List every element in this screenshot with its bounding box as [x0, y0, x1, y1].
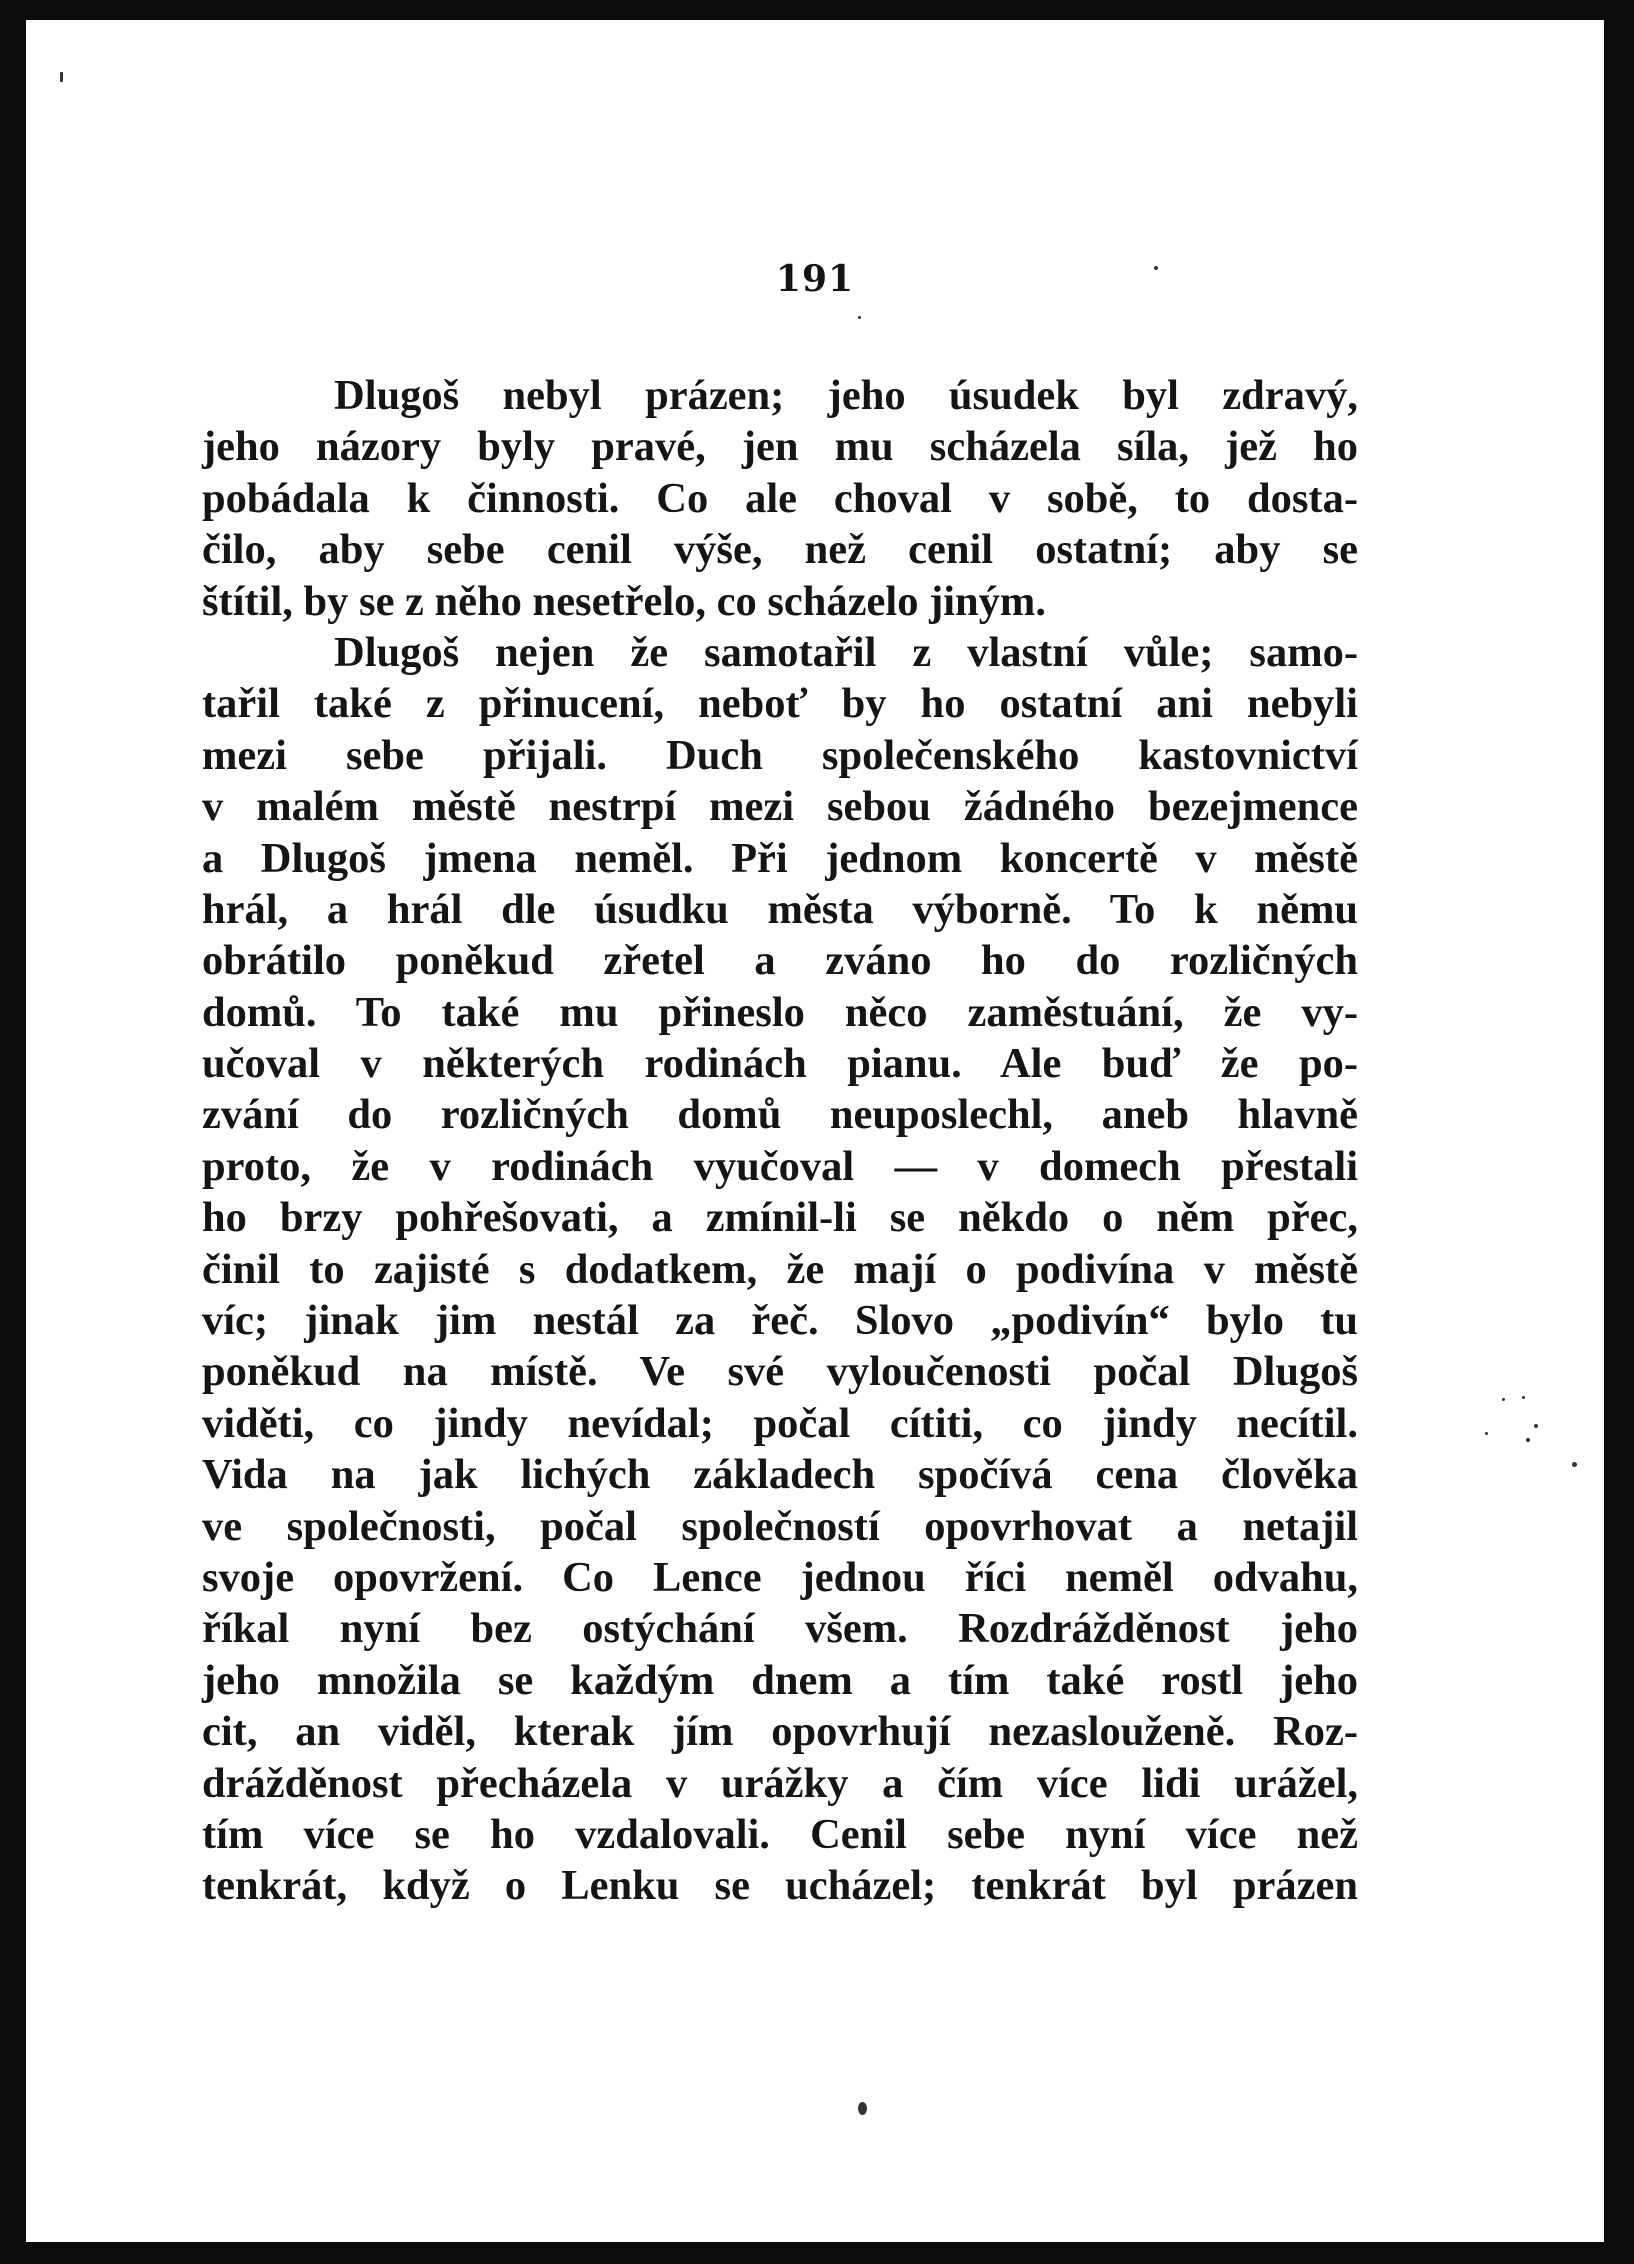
text-line: tenkrát, když o Lenku se ucházel; tenkrát byl prázen	[202, 1862, 1358, 1910]
scan-speck	[858, 316, 861, 319]
scan-speck	[1154, 266, 1158, 270]
text-line: domů. To také mu přineslo něco zaměstuání, že vy-	[202, 988, 1358, 1036]
text-line: proto, že v rodinách vyučoval — v domech přestali	[202, 1142, 1358, 1190]
scan-speck	[1522, 1396, 1525, 1399]
text-line: štítil, by se z něho nesetřelo, co scházelo jiným.	[202, 577, 1046, 625]
scan-speck	[1485, 1432, 1488, 1435]
scan-speck	[1502, 1398, 1505, 1401]
text-line: jeho názory byly pravé, jen mu scházela síla, jež ho	[202, 423, 1358, 471]
text-line: hrál, a hrál dle úsudku města výborně. To k němu	[202, 885, 1358, 933]
scan-speck	[60, 72, 63, 82]
text-line: Dlugoš nejen že samotařil z vlastní vůle; samo-	[334, 628, 1358, 676]
text-line: obrátilo poněkud zřetel a zváno ho do rozličných	[202, 937, 1358, 985]
text-line: říkal nyní bez ostýchání všem. Rozdrážděnost jeho	[202, 1605, 1358, 1653]
page-number: 191	[775, 258, 855, 300]
text-line: a Dlugoš jmena neměl. Při jednom koncertě v městě	[202, 834, 1358, 882]
text-line: jeho množila se každým dnem a tím také rostl jeho	[202, 1656, 1358, 1704]
text-line: zvání do rozličných domů neuposlechl, aneb hlavně	[202, 1091, 1358, 1139]
text-line: učoval v některých rodinách pianu. Ale buď že po-	[202, 1040, 1358, 1088]
scan-speck	[858, 2102, 867, 2115]
scan-speck	[1526, 1438, 1530, 1442]
text-line: poněkud na místě. Ve své vyloučenosti počal Dlugoš	[202, 1348, 1358, 1396]
text-line: v malém městě nestrpí mezi sebou žádného bezejmence	[202, 783, 1358, 831]
scan-speck	[1572, 1462, 1577, 1467]
scan-speck	[1534, 1424, 1538, 1428]
text-line: drážděnost přecházela v urážky a čím více lidi urážel,	[202, 1759, 1358, 1807]
text-line: svoje opovržení. Co Lence jednou říci neměl odvahu,	[202, 1553, 1358, 1601]
text-line: ve společnosti, počal společností opovrhovat a netajil	[202, 1502, 1358, 1550]
text-line: tím více se ho vzdalovali. Cenil sebe nyní více než	[202, 1810, 1358, 1858]
text-line: ho brzy pohřešovati, a zmínil-li se někdo o něm přec,	[202, 1194, 1358, 1242]
text-line: viděti, co jindy nevídal; počal cítiti, co jindy necítil.	[202, 1399, 1358, 1447]
text-line: mezi sebe přijali. Duch společenského kastovnictví	[202, 731, 1358, 779]
text-line: Vida na jak lichých základech spočívá cena člověka	[202, 1451, 1358, 1499]
body-text	[202, 370, 1358, 1912]
text-line: víc; jinak jim nestál za řeč. Slovo „podivín“ bylo tu	[202, 1297, 1358, 1345]
text-line: pobádala k činnosti. Co ale choval v sobě, to dosta-	[202, 474, 1358, 522]
text-line: činil to zajisté s dodatkem, že mají o podivína v městě	[202, 1245, 1358, 1293]
book-page	[26, 20, 1604, 2242]
text-line: cit, an viděl, kterak jím opovrhují nezaslouženě. Roz-	[202, 1708, 1358, 1756]
text-line: tařil také z přinucení, neboť by ho ostatní ani nebyli	[202, 680, 1358, 728]
text-line: Dlugoš nebyl prázen; jeho úsudek byl zdravý,	[334, 372, 1358, 419]
text-line: čilo, aby sebe cenil výše, než cenil ostatní; aby se	[202, 526, 1358, 574]
